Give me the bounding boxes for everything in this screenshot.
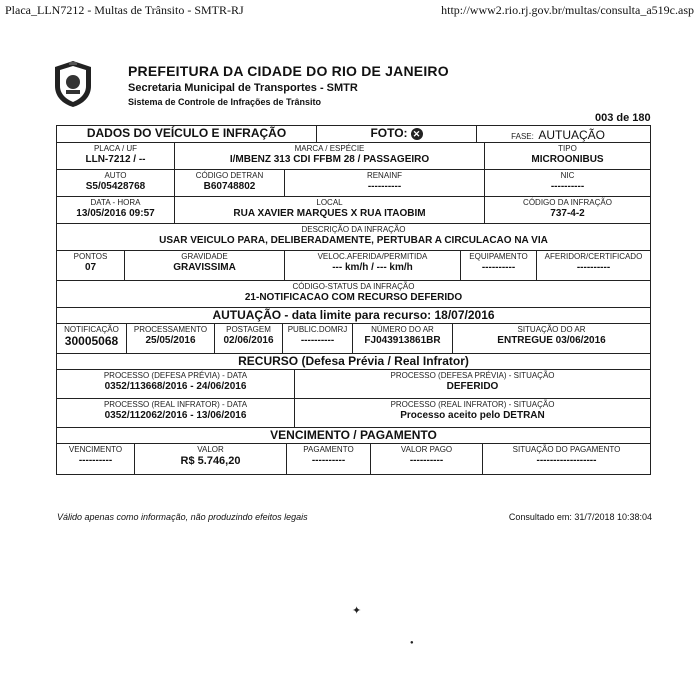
numar-value: FJ043913861BR [364, 335, 441, 346]
equip-label: EQUIPAMENTO [469, 252, 528, 261]
renainf-value: ---------- [367, 181, 402, 192]
autuacao-row [57, 324, 650, 354]
vehicle-row-2 [57, 170, 650, 197]
detran-label: CÓDIGO DETRAN [195, 171, 264, 180]
auto-label: AUTO [104, 171, 127, 180]
ri-data-cell [57, 399, 295, 427]
valor-cell [135, 444, 287, 474]
placa-label: PLACA / UF [93, 144, 138, 153]
aferidor-value: ---------- [576, 262, 611, 273]
aferidor-label: AFERIDOR/CERTIFICADO [544, 252, 643, 261]
scan-speck: ✦ [352, 605, 362, 617]
marca-label: MARCA / ESPÉCIE [294, 144, 365, 153]
vehicle-row-1 [57, 143, 650, 170]
nic-cell [485, 170, 650, 196]
org-title: PREFEITURA DA CIDADE DO RIO DE JANEIRO [128, 63, 449, 79]
sitar-cell [453, 324, 650, 353]
autuacao-section-header [57, 308, 650, 324]
defesa-previa-row [57, 370, 650, 399]
codstatus-row [57, 281, 650, 308]
recurso-section-title: RECURSO (Defesa Prévia / Real Infrator) [238, 354, 469, 368]
ri-sit-label: PROCESSO (REAL INFRATOR) - SITUAÇÃO [390, 400, 555, 409]
valorpago-cell [371, 444, 483, 474]
dp-sit-label: PROCESSO (DEFESA PRÉVIA) - SITUAÇÃO [390, 371, 555, 380]
marca-cell [175, 143, 485, 169]
codinf-cell [485, 197, 650, 223]
placa-value: LLN-7212 / -- [85, 154, 146, 165]
pag-label: PAGAMENTO [303, 445, 354, 454]
recurso-section-header [57, 354, 650, 370]
proc-value: 25/05/2016 [145, 335, 196, 346]
datahora-value: 13/05/2016 09:57 [76, 208, 155, 219]
pontos-cell [57, 251, 125, 280]
codstatus-cell [57, 281, 650, 307]
descricao-row [57, 224, 650, 251]
autuacao-section-title: AUTUAÇÃO - data limite para recurso: 18/07/2016 [212, 308, 495, 322]
dp-sit-cell [295, 370, 650, 398]
postagem-cell [215, 324, 283, 353]
x-circle-icon[interactable]: ✕ [411, 128, 423, 140]
dp-data-cell [57, 370, 295, 398]
vehicle-section-header [57, 126, 650, 143]
venc-section-header [57, 428, 650, 444]
pontos-label: PONTOS [73, 252, 108, 261]
dp-sit-value: DEFERIDO [446, 381, 499, 392]
public-label: PUBLIC.DOMRJ [287, 325, 348, 334]
local-cell [175, 197, 485, 223]
veloc-label: VELOC.AFERIDA/PERMITIDA [317, 252, 428, 261]
detran-value: B60748802 [203, 181, 256, 192]
sitpag-cell [483, 444, 650, 474]
numar-cell [353, 324, 453, 353]
descricao-value: USAR VEICULO PARA, DELIBERADAMENTE, PERTUBAR A CIRCULACAO NA VIA [159, 235, 548, 246]
equip-cell [461, 251, 537, 280]
vehicle-row-3 [57, 197, 650, 224]
local-label: LOCAL [316, 198, 343, 207]
postagem-value: 02/06/2016 [223, 335, 274, 346]
veloc-cell [285, 251, 461, 280]
footer-disclaimer: Válido apenas como informação, não produzindo efeitos legais [57, 512, 308, 522]
veloc-value: --- km/h / --- km/h [332, 262, 413, 273]
infraction-form [56, 125, 651, 475]
renainf-cell [285, 170, 485, 196]
ri-data-label: PROCESSO (REAL INFRATOR) - DATA [103, 400, 248, 409]
valor-label: VALOR [197, 445, 224, 454]
auto-value: S5/05428768 [85, 181, 146, 192]
city-crest-logo [52, 60, 94, 108]
sitar-value: ENTREGUE 03/06/2016 [497, 335, 606, 346]
detran-cell [175, 170, 285, 196]
venc-cell [57, 444, 135, 474]
tipo-cell [485, 143, 650, 169]
phase-label: FASE: [511, 132, 534, 141]
auto-cell [57, 170, 175, 196]
page-count: 003 de 180 [595, 112, 651, 124]
placa-cell [57, 143, 175, 169]
tipo-value: MICROONIBUS [531, 154, 604, 165]
codstatus-value: 21-NOTIFICACAO COM RECURSO DEFERIDO [244, 292, 463, 303]
nic-value: ---------- [550, 181, 585, 192]
pag-value: ---------- [311, 455, 346, 466]
valorpago-value: ---------- [409, 455, 444, 466]
equip-value: ---------- [481, 262, 516, 273]
pontos-value: 07 [84, 262, 97, 273]
valor-value: R$ 5.746,20 [180, 455, 241, 467]
descricao-cell [57, 224, 650, 250]
org-system: Sistema de Controle de Infrações de Trânsito [128, 97, 322, 107]
notif-label: NOTIFICAÇÃO [64, 325, 119, 334]
datahora-label: DATA - HORA [90, 198, 141, 207]
codinf-label: CÓDIGO DA INFRAÇÃO [523, 198, 612, 207]
pag-cell [287, 444, 371, 474]
ri-data-value: 0352/112062/2016 - 13/06/2016 [104, 410, 247, 421]
org-secretariat: Secretaria Municipal de Transportes - SMTR [128, 82, 358, 94]
gravidade-cell [125, 251, 285, 280]
nic-label: NIC [560, 171, 575, 180]
public-cell [283, 324, 353, 353]
footer-consulted: Consultado em: 31/7/2018 10:38:04 [508, 512, 652, 522]
dp-data-value: 0352/113668/2016 - 24/06/2016 [104, 381, 247, 392]
sitpag-label: SITUAÇÃO DO PAGAMENTO [512, 445, 621, 454]
venc-section-title: VENCIMENTO / PAGAMENTO [270, 428, 437, 442]
notif-value: 30005068 [64, 334, 119, 348]
infracao-row [57, 251, 650, 281]
gravidade-value: GRAVISSIMA [173, 262, 236, 273]
phase-cell [477, 126, 650, 142]
public-value: ---------- [300, 335, 335, 346]
phase-value: AUTUAÇÃO [538, 128, 605, 142]
proc-label: PROCESSAMENTO [133, 325, 208, 334]
venc-label: VENCIMENTO [68, 445, 123, 454]
vehicle-section-title: DADOS DO VEÍCULO E INFRAÇÃO [57, 126, 317, 142]
renainf-label: RENAINF [366, 171, 403, 180]
photo-label: FOTO: [370, 126, 408, 140]
local-value: RUA XAVIER MARQUES X RUA ITAOBIM [233, 208, 426, 219]
codstatus-label: CÓDIGO-STATUS DA INFRAÇÃO [292, 282, 415, 291]
gravidade-label: GRAVIDADE [181, 252, 228, 261]
aferidor-cell [537, 251, 650, 280]
page-header-title: Placa_LLN7212 - Multas de Trânsito - SMTR-RJ [5, 3, 244, 17]
codinf-value: 737-4-2 [550, 208, 585, 219]
valorpago-label: VALOR PAGO [400, 445, 453, 454]
proc-cell [127, 324, 215, 353]
datahora-cell [57, 197, 175, 223]
descricao-label: DESCRIÇÃO DA INFRAÇÃO [301, 225, 406, 234]
numar-label: NÚMERO DO AR [371, 325, 434, 334]
sitpag-value: ------------------ [536, 455, 597, 466]
sitar-label: SITUAÇÃO DO AR [517, 325, 586, 334]
page-header-url: http://www2.rio.rj.gov.br/multas/consulta_a519c.asp [441, 3, 694, 17]
scan-speck: ● [410, 640, 414, 646]
pagamento-row [57, 444, 650, 474]
venc-value: ---------- [78, 455, 113, 466]
ri-sit-cell [295, 399, 650, 427]
marca-value: I/MBENZ 313 CDI FFBM 28 / PASSAGEIRO [229, 154, 430, 165]
dp-data-label: PROCESSO (DEFESA PRÉVIA) - DATA [103, 371, 248, 380]
photo-cell [317, 126, 477, 142]
notif-cell [57, 324, 127, 353]
tipo-label: TIPO [558, 144, 577, 153]
real-infrator-row [57, 399, 650, 428]
postagem-label: POSTAGEM [226, 325, 271, 334]
ri-sit-value: Processo aceito pelo DETRAN [400, 410, 545, 421]
